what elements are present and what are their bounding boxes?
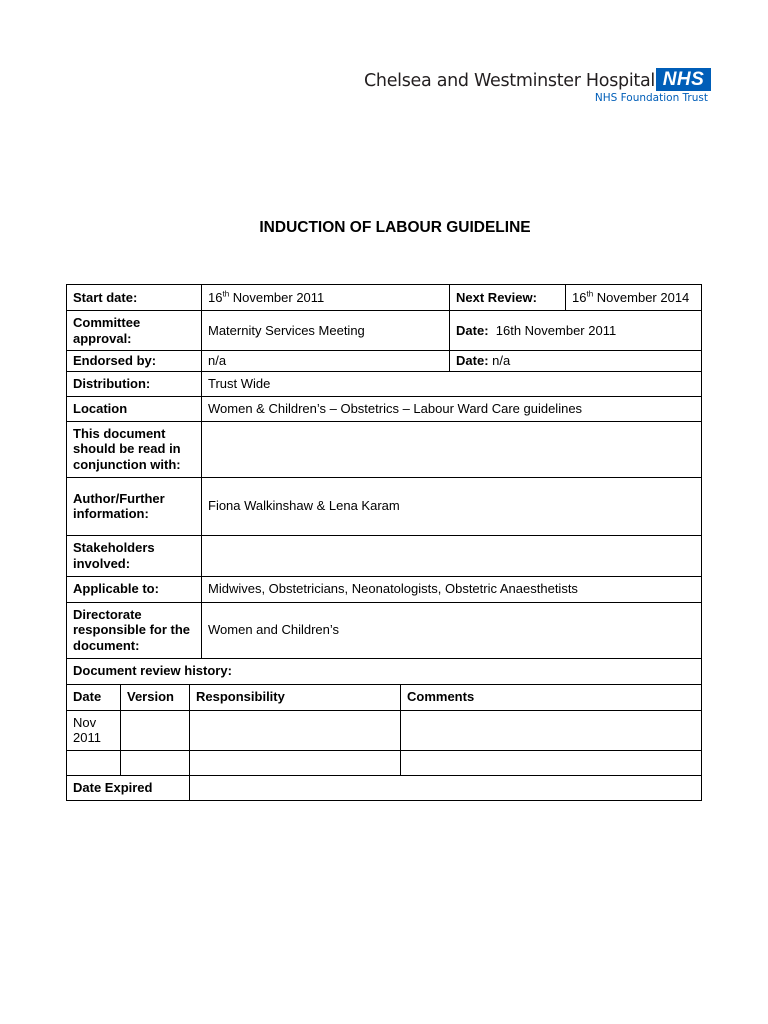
history-comments	[401, 750, 702, 775]
endorsed-row	[67, 351, 702, 372]
read-with-label: This document should be read in conjunction with:	[67, 421, 202, 477]
date-expired-label: Date Expired	[67, 775, 190, 800]
applicable-label: Applicable to:	[67, 576, 202, 602]
date-expired-value	[190, 775, 702, 800]
committee-row	[67, 311, 702, 351]
committee-label: Committee approval:	[67, 311, 202, 351]
hospital-logo	[364, 68, 714, 106]
history-responsibility	[190, 710, 401, 750]
history-header-date: Date	[67, 684, 121, 710]
history-version	[121, 710, 190, 750]
committee-value: Maternity Services Meeting	[202, 311, 450, 351]
directorate-value: Women and Children’s	[202, 602, 702, 658]
endorsed-value: n/a	[202, 351, 450, 372]
stakeholders-value	[202, 535, 702, 576]
location-value: Women & Children’s – Obstetrics – Labour Ward Care guidelines	[202, 396, 702, 421]
document-title: INDUCTION OF LABOUR GUIDELINE	[259, 219, 531, 236]
applicable-row	[67, 576, 702, 602]
start-date-value: 16th November 2011	[202, 285, 450, 311]
history-date: Nov 2011	[67, 710, 121, 750]
history-responsibility	[190, 750, 401, 775]
table-row	[67, 750, 702, 775]
start-date-label: Start date:	[67, 285, 202, 311]
history-header-responsibility: Responsibility	[190, 684, 401, 710]
location-row	[67, 396, 702, 421]
author-label: Author/Further information:	[67, 477, 202, 535]
author-row	[67, 477, 702, 535]
directorate-row	[67, 602, 702, 658]
endorsed-date: Date: n/a	[450, 351, 702, 372]
nhs-logo: NHS	[656, 68, 711, 91]
document-info-table	[66, 284, 702, 801]
committee-date: Date: 16th November 2011	[450, 311, 702, 351]
table-row	[67, 710, 702, 750]
history-version	[121, 750, 190, 775]
history-header-comments: Comments	[401, 684, 702, 710]
distribution-label: Distribution:	[67, 371, 202, 396]
history-header-version: Version	[121, 684, 190, 710]
start-date-row	[67, 285, 702, 311]
location-label: Location	[67, 396, 202, 421]
next-review-label: Next Review:	[450, 285, 566, 311]
endorsed-label: Endorsed by:	[67, 351, 202, 372]
read-with-value	[202, 421, 702, 477]
history-date	[67, 750, 121, 775]
trust-name: NHS Foundation Trust	[594, 92, 708, 104]
applicable-value: Midwives, Obstetricians, Neonatologists, Obstetric Anaesthetists	[202, 576, 702, 602]
history-comments	[401, 710, 702, 750]
directorate-label: Directorate responsible for the document:	[67, 602, 202, 658]
distribution-value: Trust Wide	[202, 371, 702, 396]
hospital-name: Chelsea and Westminster Hospital	[364, 71, 655, 91]
stakeholders-label: Stakeholders involved:	[67, 535, 202, 576]
review-history-label: Document review history:	[67, 658, 702, 684]
distribution-row	[67, 371, 702, 396]
stakeholders-row	[67, 535, 702, 576]
author-value: Fiona Walkinshaw & Lena Karam	[202, 477, 702, 535]
read-with-row	[67, 421, 702, 477]
date-expired-row	[67, 775, 702, 800]
review-history-row	[67, 658, 702, 684]
next-review-value: 16th November 2014	[566, 285, 702, 311]
history-header-row	[67, 684, 702, 710]
